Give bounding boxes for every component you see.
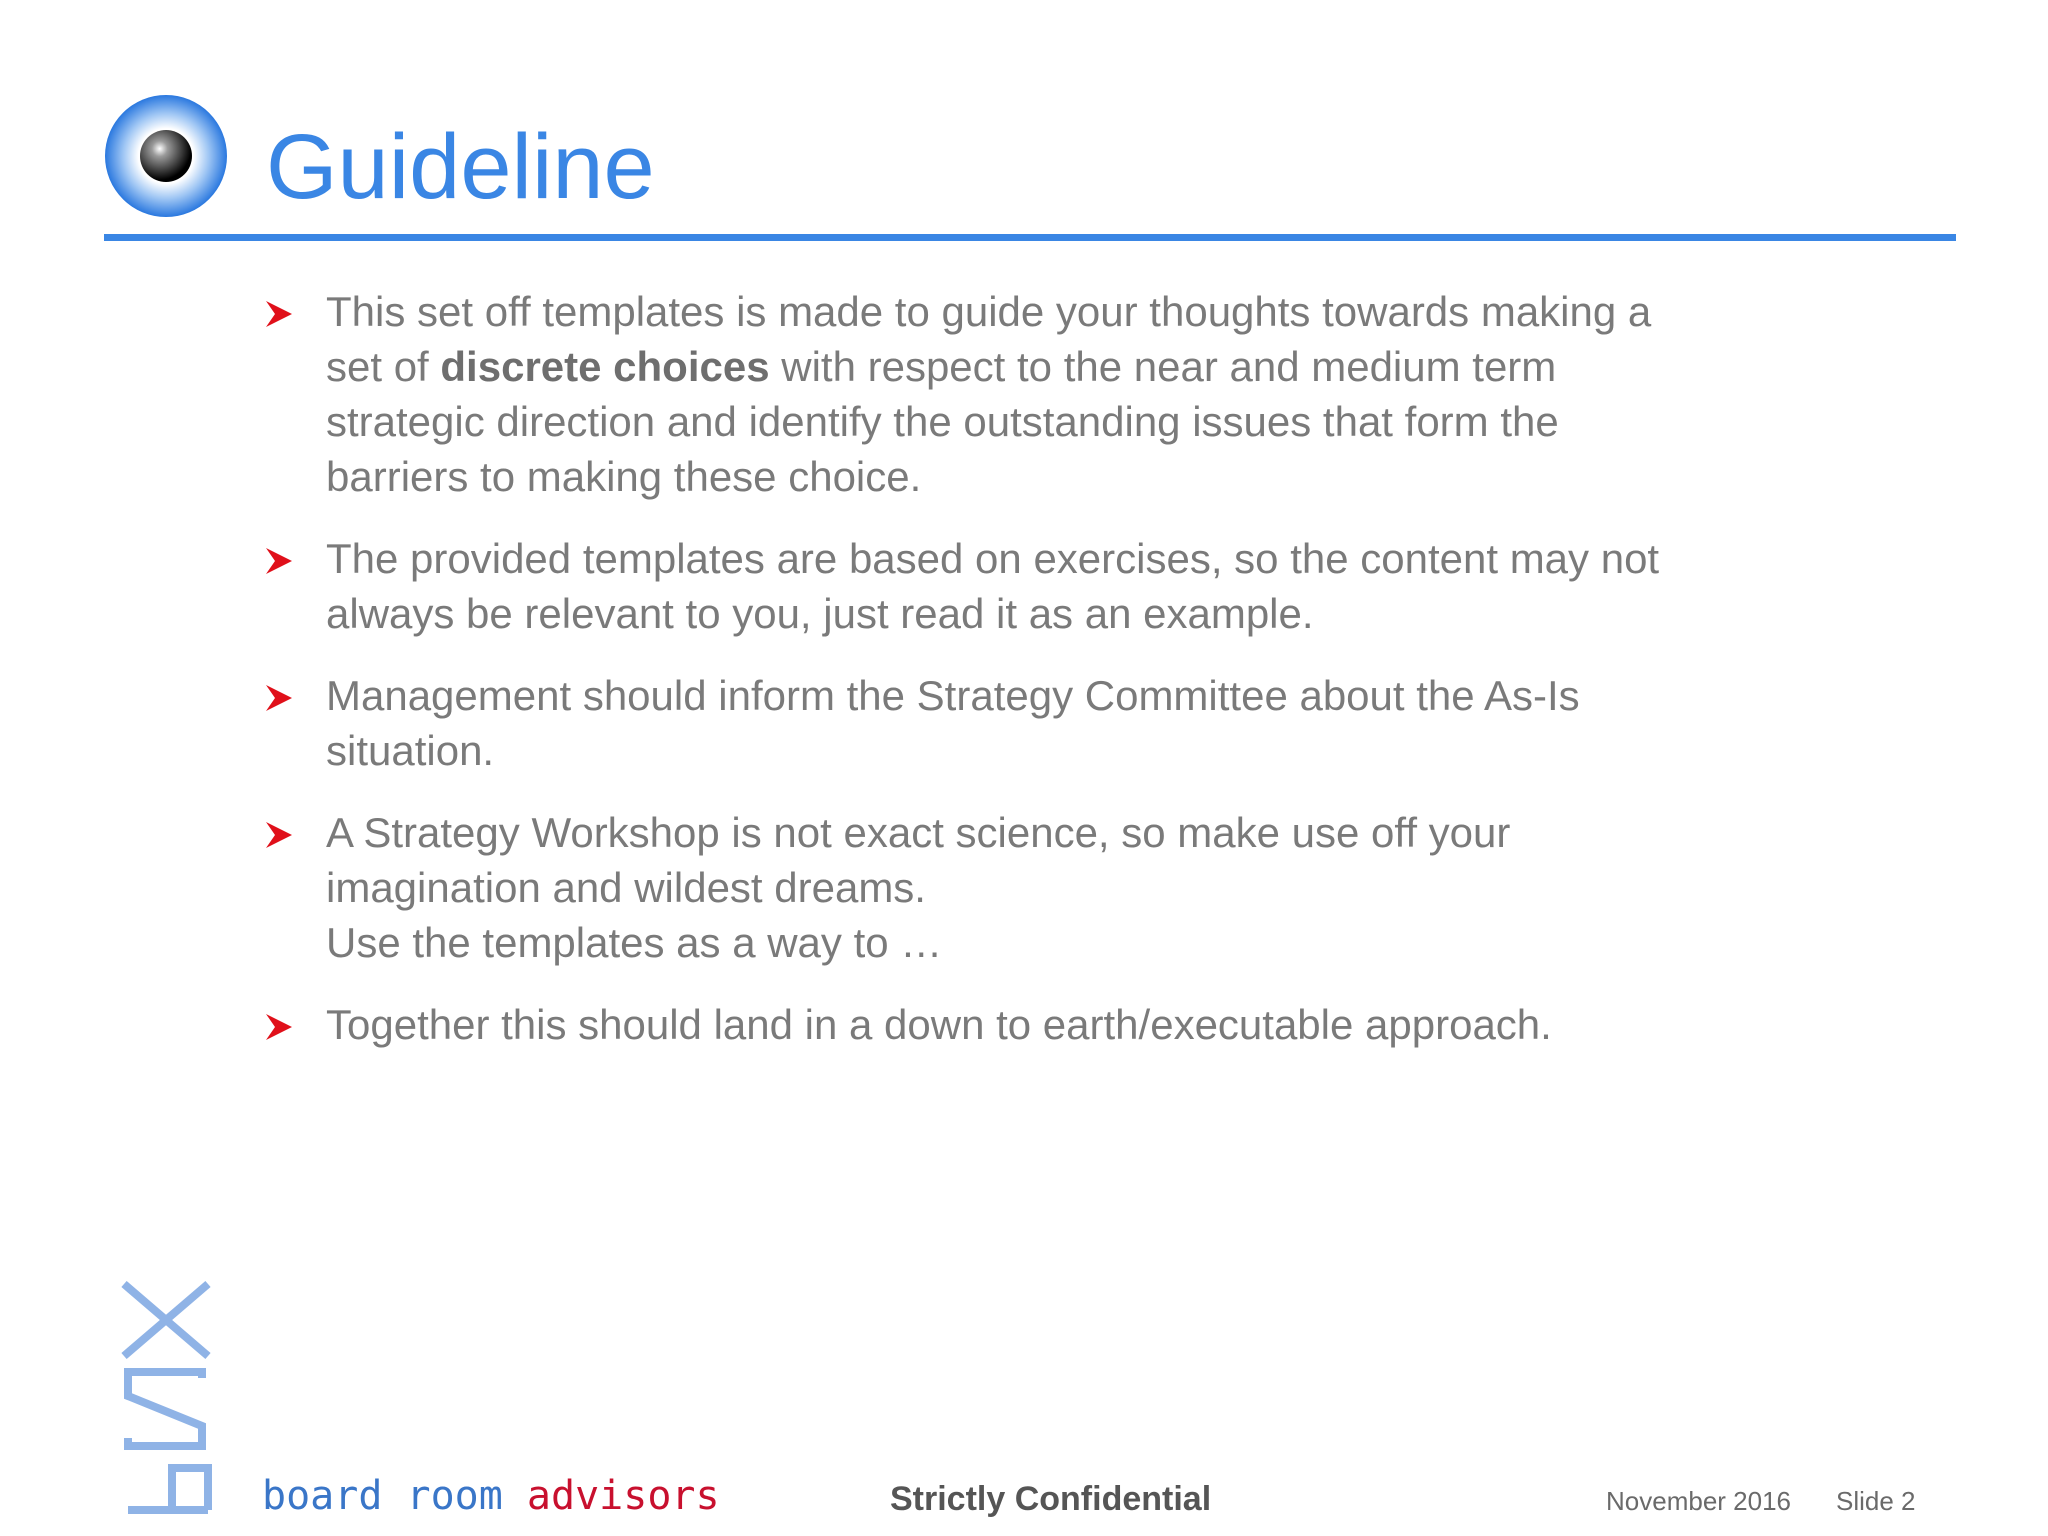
brand-wordmark bbox=[262, 1472, 720, 1520]
bullet-text bbox=[326, 805, 1824, 970]
arrowhead-bullet-icon bbox=[264, 820, 294, 850]
bullet-line: imagination and wildest dreams. bbox=[326, 864, 926, 911]
psx-logo-icon bbox=[118, 1278, 218, 1516]
bullet-line: strategic direction and identify the outstanding issues that form the bbox=[326, 398, 1559, 445]
brand-part-red: advisors bbox=[526, 1473, 720, 1519]
arrowhead-bullet-icon bbox=[264, 1012, 294, 1042]
bullet-item bbox=[264, 284, 1824, 504]
arrowhead-bullet-icon bbox=[264, 299, 294, 329]
slide-number: Slide 2 bbox=[1836, 1486, 1916, 1516]
page-title: Guideline bbox=[266, 116, 655, 218]
emphasis-text: discrete choices bbox=[440, 343, 770, 390]
arrowhead-bullet-icon bbox=[264, 546, 294, 576]
bullet-line: Use the templates as a way to … bbox=[326, 919, 943, 966]
bullet-line: Together this should land in a down to earth/executable approach. bbox=[326, 1001, 1552, 1048]
title-divider bbox=[104, 234, 1956, 241]
bullet-line: Management should inform the Strategy Committee about the As-Is bbox=[326, 672, 1580, 719]
eye-icon bbox=[104, 94, 228, 218]
bullet-line-start: set of bbox=[326, 343, 441, 390]
bullet-item bbox=[264, 668, 1824, 778]
bullet-list bbox=[264, 284, 1824, 1079]
bullet-text bbox=[326, 284, 1824, 504]
bullet-item bbox=[264, 805, 1824, 970]
bullet-line: situation. bbox=[326, 727, 495, 774]
bullet-item bbox=[264, 531, 1824, 641]
bullet-line-end: with respect to the near and medium term bbox=[769, 343, 1557, 390]
bullet-line: A Strategy Workshop is not exact science, so make use off your bbox=[326, 809, 1511, 856]
brand-part-blue: board room bbox=[262, 1473, 527, 1519]
confidential-label: Strictly Confidential bbox=[890, 1480, 1212, 1518]
footer-date: November 2016 bbox=[1606, 1486, 1791, 1516]
bullet-text bbox=[326, 531, 1824, 641]
bullet-text bbox=[326, 997, 1824, 1052]
bullet-line: always be relevant to you, just read it as an example. bbox=[326, 590, 1314, 637]
bullet-line: The provided templates are based on exercises, so the content may not bbox=[326, 535, 1660, 582]
arrowhead-bullet-icon bbox=[264, 683, 294, 713]
bullet-line bbox=[326, 339, 1824, 394]
bullet-line: This set off templates is made to guide your thoughts towards making a bbox=[326, 288, 1652, 335]
bullet-line: barriers to making these choice. bbox=[326, 453, 922, 500]
bullet-text bbox=[326, 668, 1824, 778]
bullet-item bbox=[264, 997, 1824, 1052]
